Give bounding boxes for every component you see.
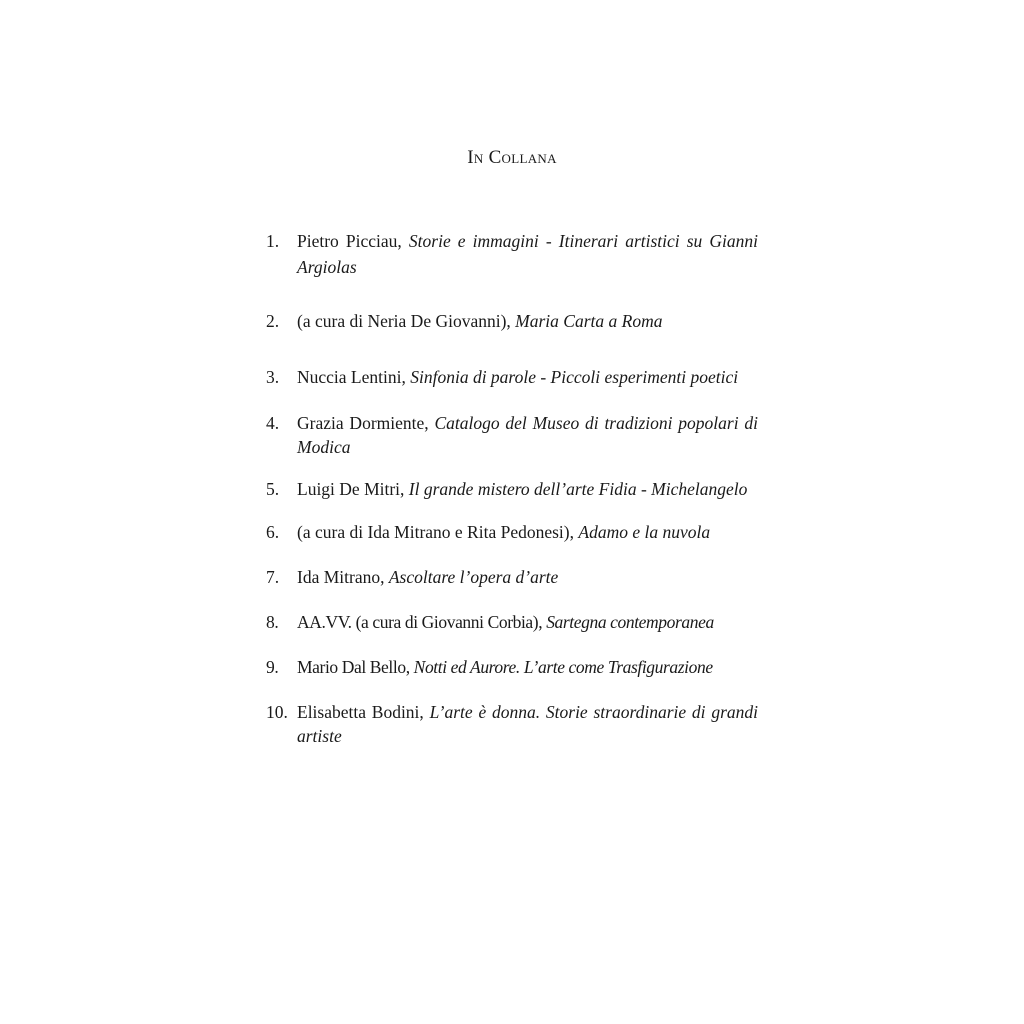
- item-title: Sinfonia di parole - Piccoli esperimenti poetici: [410, 367, 739, 387]
- item-number: 5.: [266, 479, 280, 499]
- section-heading: In Collana: [467, 147, 557, 168]
- list-item: [266, 308, 758, 334]
- item-title: Sartegna contemporanea: [546, 612, 714, 632]
- list-item: [266, 519, 758, 545]
- item-number: 4.: [266, 413, 280, 433]
- item-number: 2.: [266, 311, 280, 331]
- list-item: [266, 411, 758, 459]
- item-author: Mario Dal Bello,: [297, 657, 410, 677]
- list-item: [266, 564, 758, 590]
- item-author: Luigi De Mitri,: [297, 479, 405, 499]
- item-title: Notti ed Aurore. L’arte come Trasfigurazione: [413, 657, 713, 677]
- list-item: [266, 700, 758, 748]
- item-author: Grazia Dormiente,: [297, 413, 429, 433]
- item-number: 6.: [266, 522, 280, 542]
- list-item: [266, 228, 758, 280]
- item-title: L’arte è donna. Storie straordinarie di grandi artiste: [297, 702, 758, 746]
- item-title: Catalogo del Museo di tradizioni popolari di Modica: [297, 413, 759, 457]
- item-author: (a cura di Ida Mitrano e Rita Pedonesi),: [297, 522, 574, 542]
- list-item: [266, 477, 758, 501]
- item-author: (a cura di Neria De Giovanni),: [297, 311, 511, 331]
- series-list: [266, 228, 758, 748]
- item-author: Ida Mitrano,: [297, 567, 385, 587]
- item-author: Nuccia Lentini,: [297, 367, 406, 387]
- item-author: Elisabetta Bodini,: [297, 702, 424, 722]
- list-item: [266, 609, 758, 635]
- item-number: 8.: [266, 612, 279, 632]
- list-item: [266, 364, 758, 390]
- item-title: Ascoltare l’opera d’arte: [388, 567, 559, 587]
- item-number: 3.: [266, 367, 280, 387]
- item-author: Pietro Picciau,: [297, 231, 402, 251]
- item-number: 10.: [266, 702, 288, 722]
- item-author: AA.VV. (a cura di Giovanni Corbia),: [297, 612, 543, 632]
- item-title: Maria Carta a Roma: [515, 311, 663, 331]
- item-title: Adamo e la nuvola: [578, 522, 711, 542]
- item-title: Storie e immagini - Itinerari artistici su Gianni Argiolas: [297, 231, 759, 277]
- item-number: 1.: [266, 231, 280, 251]
- list-item: [266, 654, 758, 680]
- item-number: 9.: [266, 657, 279, 677]
- item-number: 7.: [266, 567, 280, 587]
- item-title: Il grande mistero dell’arte Fidia - Michelangelo: [408, 479, 748, 499]
